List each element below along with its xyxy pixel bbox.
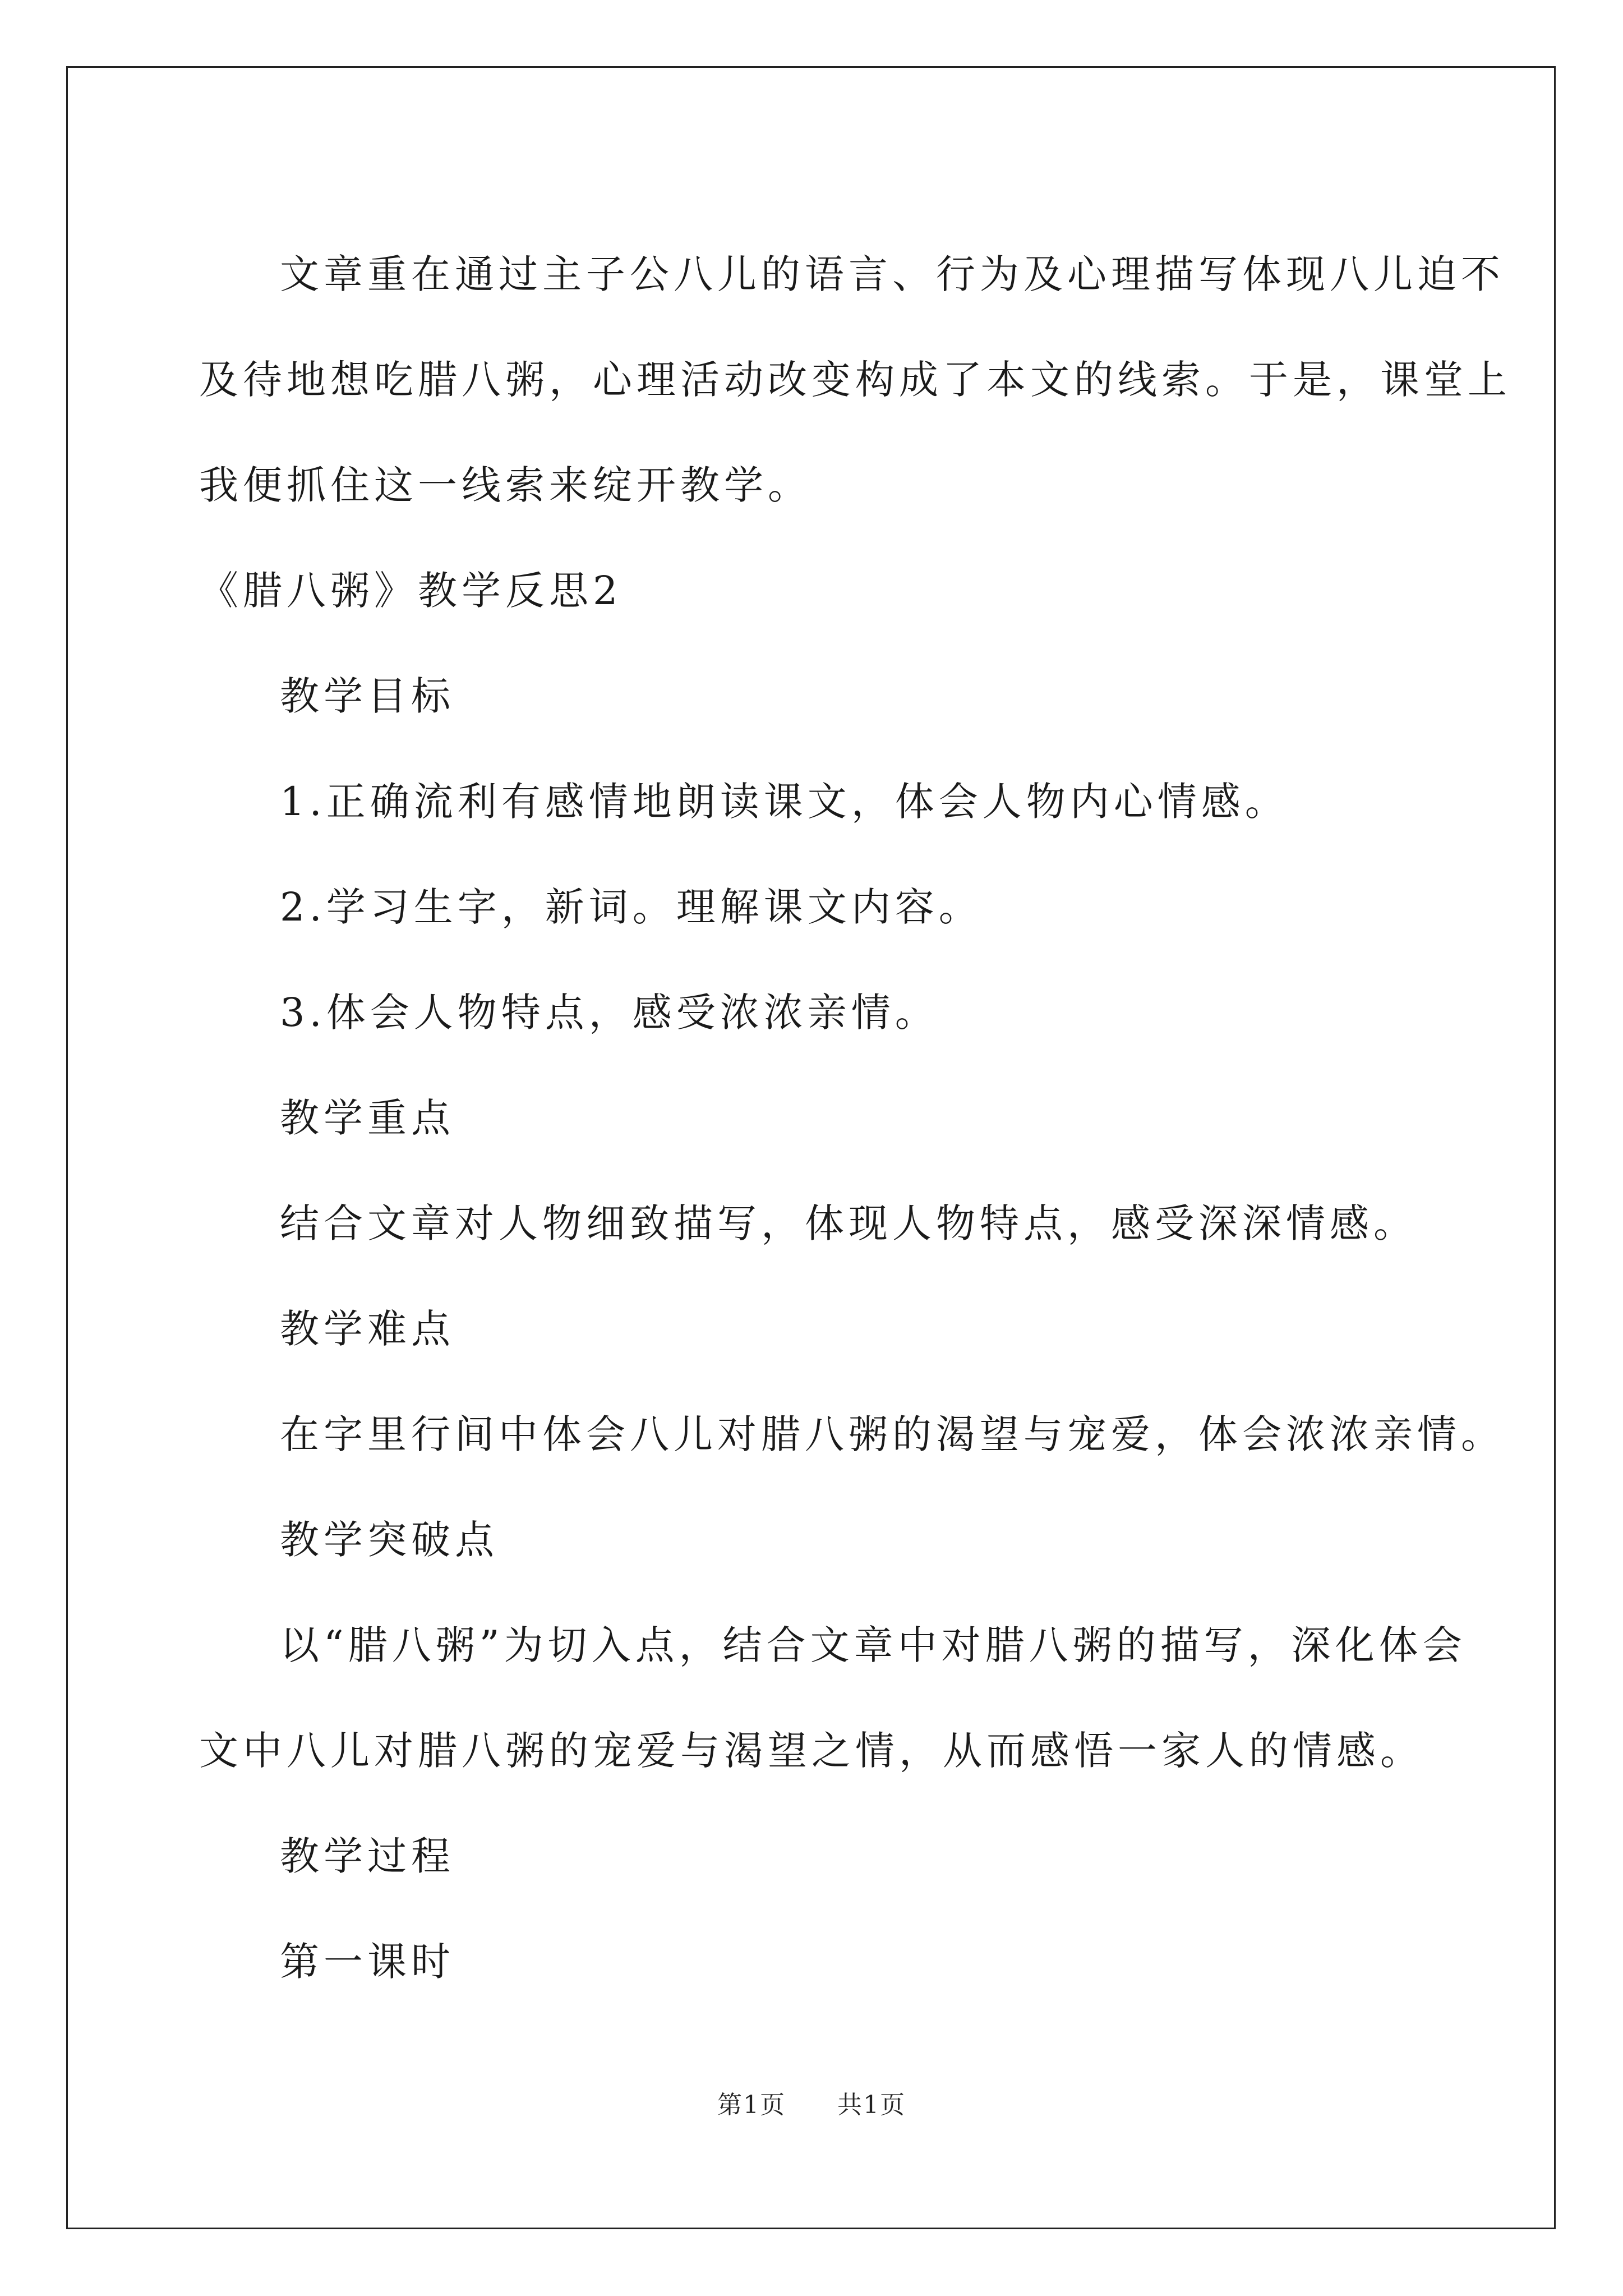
document-body [199, 222, 1511, 2014]
paragraph-line: 我便抓住这一线索来绽开教学。 [199, 462, 811, 508]
subheading-key-points: 教学重点 [280, 1095, 455, 1141]
paragraph-line: 文中八儿对腊八粥的宠爱与渴望之情，从而感悟一家人的情感。 [199, 1728, 1424, 1774]
paragraph-line: 及待地想吃腊八粥，心理活动改变构成了本文的线索。于是，课堂上 [199, 357, 1511, 403]
paragraph-line: 结合文章对人物细致描写，体现人物特点，感受深深情感。 [280, 1200, 1417, 1246]
paragraph-line: 以“腊八粥”为切入点，结合文章中对腊八粥的描写，深化体会 [280, 1622, 1467, 1668]
list-item: 1.正确流利有感情地朗读课文，体会人物内心情感。 [280, 779, 1289, 825]
list-item: 2.学习生字，新词。理解课文内容。 [280, 884, 983, 930]
subheading-difficulties: 教学难点 [280, 1306, 455, 1352]
subheading-first-lesson: 第一课时 [280, 1939, 455, 1985]
paragraph-line: 文章重在通过主子公八儿的语言、行为及心理描写体现八儿迫不 [280, 251, 1505, 297]
subheading-teaching-goals: 教学目标 [280, 673, 455, 719]
list-item: 3.体会人物特点，感受浓浓亲情。 [280, 990, 939, 1036]
subheading-breakthrough: 教学突破点 [280, 1517, 499, 1563]
paragraph-line: 在字里行间中体会八儿对腊八粥的渴望与宠爱，体会浓浓亲情。 [280, 1411, 1505, 1457]
section-title: 《腊八粥》教学反思2 [199, 568, 623, 614]
page-footer [0, 2085, 1623, 2120]
page-number: 第1页 [717, 2091, 786, 2119]
subheading-process: 教学过程 [280, 1833, 455, 1879]
page-total: 共1页 [837, 2091, 906, 2119]
